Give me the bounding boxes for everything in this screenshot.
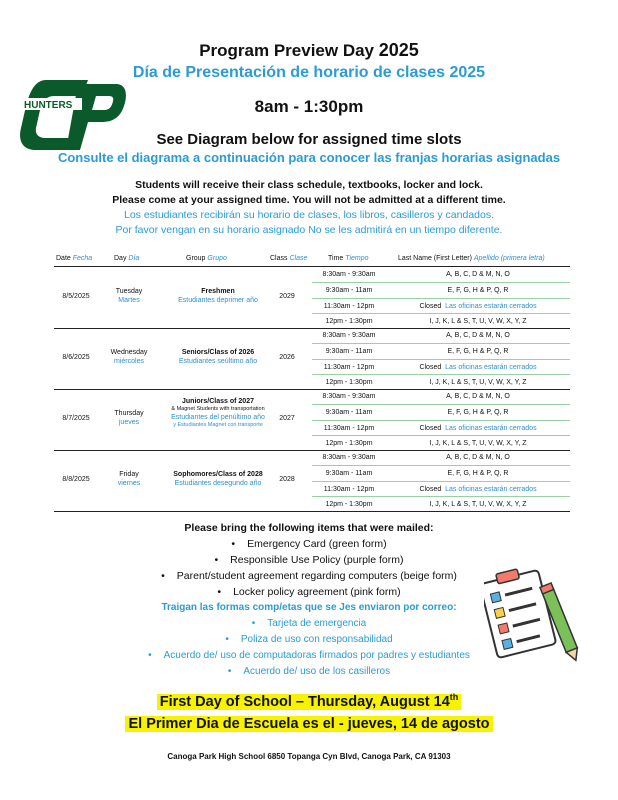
- slot-last-names: A, B, C, D & M, N, O: [446, 393, 510, 400]
- time-slot-row: [312, 435, 570, 451]
- header-group: Group Grupo: [186, 255, 227, 262]
- time-slot-row: [312, 420, 570, 436]
- slot-closed: Closed Las oficinas estarán cerrados: [419, 363, 537, 371]
- slot-last-names: E, F, G, H & P, Q, R: [447, 409, 509, 417]
- group-es: Estudiantes deprimer año: [178, 297, 258, 304]
- table-header-row: [54, 252, 570, 267]
- header-date: Date Fecha: [56, 255, 93, 262]
- group-es-note: y Estudiantes Magnet con transporte: [173, 421, 263, 428]
- items-en-item: • Responsible Use Policy (purple form): [0, 552, 618, 568]
- day-es: jueves: [118, 419, 140, 426]
- slot-time: 9:30am - 11am: [325, 287, 373, 295]
- info-block: [0, 178, 618, 238]
- slot-last-names: I, J, K, L & S, T, U, V, W, X, Y, Z: [429, 378, 527, 386]
- slot-last-names: E, F, G, H & P, Q, R: [447, 287, 509, 295]
- class-year-cell: 2028: [279, 476, 295, 483]
- day-cell: [102, 470, 156, 488]
- items-en-item: • Emergency Card (green form): [0, 536, 618, 552]
- date-cell: 8/6/2025: [62, 354, 90, 361]
- page-title: Program Preview Day 2025: [199, 40, 419, 60]
- first-day-es: El Primer Dia de Escuela es el - jueves, 14 de agosto: [0, 713, 618, 735]
- time-slot-row: [312, 282, 570, 298]
- first-day-en: First Day of School – Thursday, August 14th: [0, 686, 618, 713]
- time-slot-row: [312, 267, 570, 282]
- day-cell: [102, 409, 156, 427]
- time-slot-row: [312, 359, 570, 375]
- day-en: Tuesday: [115, 288, 143, 295]
- schedule-day-group: [54, 389, 570, 451]
- slot-time: 12pm - 1:30pm: [325, 317, 373, 325]
- schedule-day-group: [54, 267, 570, 329]
- items-es-item: • Tarjeta de emergencia: [0, 616, 618, 632]
- slot-time: 12pm - 1:30pm: [325, 500, 373, 508]
- class-year-cell: 2027: [279, 415, 295, 422]
- group-cell: [154, 470, 282, 488]
- schedule-day-group: [54, 450, 570, 512]
- slot-last-names: E, F, G, H & P, Q, R: [447, 348, 509, 356]
- slot-time: 11:30am - 12pm: [323, 363, 375, 371]
- day-en: Friday: [119, 471, 139, 478]
- day-cell: [102, 348, 156, 366]
- group-note: & Magnet Students with transportation: [171, 406, 265, 412]
- group-es: Estudiantes desegundo año: [174, 480, 262, 487]
- items-en-heading: Please bring the following items that were mailed:: [184, 522, 434, 534]
- header-lastname: Last Name (First Letter) Apellido (primera letra): [398, 255, 545, 262]
- slot-time: 8:30am - 9:30am: [322, 332, 376, 339]
- day-es: Martes: [118, 297, 140, 304]
- slot-time: 9:30am - 11am: [325, 348, 373, 356]
- date-cell: 8/7/2025: [62, 415, 90, 422]
- items-es-heading: Traigan las formas comp/etas que se Jes enviaron por correo:: [161, 602, 457, 613]
- class-year-cell: 2026: [279, 354, 295, 361]
- slot-closed: Closed Las oficinas estarán cerrados: [419, 424, 537, 432]
- items-es-item: • Acuerdo de/ uso de los casilleros: [0, 664, 618, 680]
- time-slot-row: [312, 298, 570, 314]
- day-cell: [102, 287, 156, 305]
- slot-last-names: I, J, K, L & S, T, U, V, W, X, Y, Z: [429, 500, 527, 508]
- slot-time: 9:30am - 11am: [325, 470, 373, 478]
- group-cell: [154, 397, 282, 428]
- time-slot-row: [312, 465, 570, 481]
- slot-time: 8:30am - 9:30am: [322, 271, 376, 278]
- see-diagram-text-es: Consulte el diagrama a continuación para conocer las franjas horarias asignadas: [57, 150, 561, 165]
- group-en: Sophomores/Class of 2028: [173, 471, 263, 478]
- time-slot-row: [312, 450, 570, 465]
- header-class: Class Clase: [270, 255, 308, 262]
- see-diagram-text: See Diagram below for assigned time slots: [156, 131, 462, 148]
- slot-time: 12pm - 1:30pm: [325, 439, 373, 447]
- day-en: Wednesday: [110, 349, 148, 356]
- items-en-item: • Locker policy agreement (pink form): [0, 584, 618, 600]
- items-es-item: • Poliza de uso con responsabilidad: [0, 632, 618, 648]
- slot-time: 11:30am - 12pm: [323, 302, 375, 310]
- info-en-1: Students will receive their class schedule, textbooks, locker and lock.: [135, 179, 483, 191]
- slot-last-names: I, J, K, L & S, T, U, V, W, X, Y, Z: [429, 317, 527, 325]
- items-es-item: • Acuerdo de/ uso de computadoras firmados por padres y estudiantes: [0, 648, 618, 664]
- day-es: viernes: [117, 480, 141, 487]
- info-es-2: Por favor vengan en su horario asignado No se les admitirá en un tiempo diferente.: [115, 224, 503, 236]
- time-slot-row: [312, 404, 570, 420]
- time-slot-row: [312, 313, 570, 329]
- header-day: Day Día: [114, 255, 140, 262]
- time-slot-row: [312, 496, 570, 512]
- group-en: Juniors/Class of 2027: [182, 398, 254, 405]
- class-year-cell: 2029: [279, 293, 295, 300]
- slot-time: 12pm - 1:30pm: [325, 378, 373, 386]
- time-slot-row: [312, 481, 570, 497]
- date-cell: 8/5/2025: [62, 293, 90, 300]
- time-slot-row: [312, 328, 570, 343]
- date-cell: 8/8/2025: [62, 476, 90, 483]
- slot-last-names: A, B, C, D & M, N, O: [446, 332, 510, 339]
- page-subtitle-es: Día de Presentación de horario de clases 2025: [132, 64, 486, 81]
- info-es-1: Los estudiantes recibirán su horario de clases, los libros, casilleros y candados.: [123, 209, 495, 221]
- group-cell: [154, 287, 282, 305]
- day-en: Thursday: [114, 410, 144, 417]
- group-en: Seniors/Class of 2026: [181, 349, 255, 356]
- group-cell: [154, 348, 282, 366]
- footer-address: Canoga Park High School 6850 Topanga Cyn Blvd, Canoga Park, CA 91303: [167, 752, 451, 761]
- day-es: miércoles: [114, 358, 144, 365]
- slot-closed: Closed Las oficinas estarán cerrados: [419, 485, 537, 493]
- slot-last-names: I, J, K, L & S, T, U, V, W, X, Y, Z: [429, 439, 527, 447]
- schedule-day-group: [54, 328, 570, 390]
- info-en-2: Please come at your assigned time. You will not be admitted at a different time.: [112, 194, 506, 206]
- group-es: Estudiantes seúltimo año: [178, 358, 258, 365]
- slot-time: 8:30am - 9:30am: [322, 393, 376, 400]
- time-slot-row: [312, 343, 570, 359]
- slot-last-names: A, B, C, D & M, N, O: [446, 454, 510, 461]
- clipboard-checklist-icon: [484, 566, 580, 666]
- slot-closed: Closed Las oficinas estarán cerrados: [419, 302, 537, 310]
- slot-last-names: A, B, C, D & M, N, O: [446, 271, 510, 278]
- first-day-banner: [0, 686, 618, 735]
- event-time-range: 8am - 1:30pm: [254, 97, 364, 116]
- slot-time: 8:30am - 9:30am: [322, 454, 376, 461]
- logo-hunters-text: HUNTERS: [24, 100, 73, 111]
- slot-last-names: E, F, G, H & P, Q, R: [447, 470, 509, 478]
- items-en-item: • Parent/student agreement regarding computers (beige form): [0, 568, 618, 584]
- slot-time: 11:30am - 12pm: [323, 424, 375, 432]
- group-es: Estudiantes del penúltimo año: [171, 413, 265, 421]
- group-en: Freshmen: [201, 288, 235, 295]
- time-slot-row: [312, 389, 570, 404]
- slot-time: 9:30am - 11am: [325, 409, 373, 417]
- header-time: Time Tiempo: [328, 255, 369, 262]
- time-slot-row: [312, 374, 570, 390]
- slot-time: 11:30am - 12pm: [323, 485, 375, 493]
